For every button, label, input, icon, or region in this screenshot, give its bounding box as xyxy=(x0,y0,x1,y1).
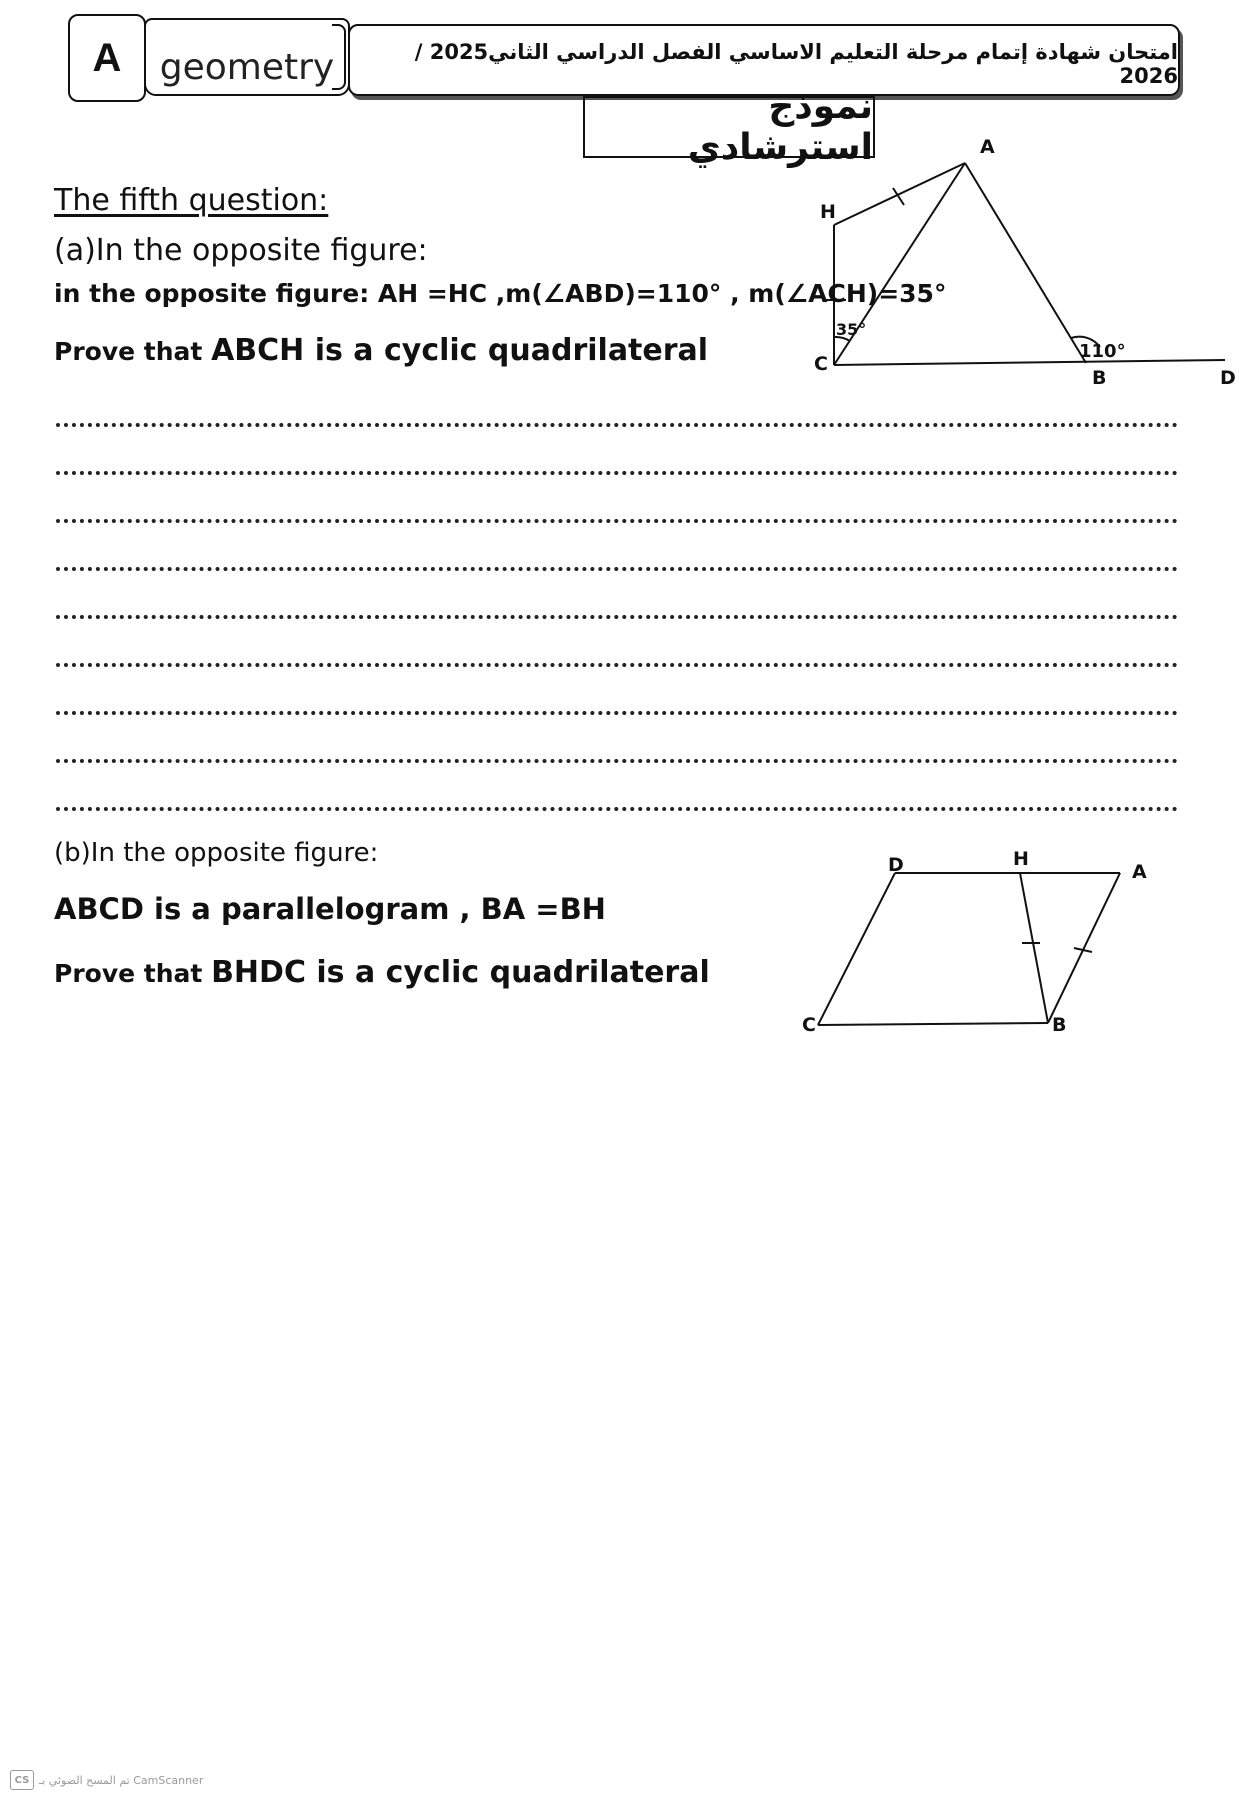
label-a: A xyxy=(980,136,995,158)
angle-c-label: 35° xyxy=(836,320,867,339)
answer-line xyxy=(56,759,1178,763)
camscanner-icon: CS xyxy=(10,1770,34,1790)
figure-b xyxy=(790,840,1170,1040)
answer-line xyxy=(56,567,1178,571)
subject-box-edge xyxy=(332,24,346,90)
label-d: D xyxy=(1220,367,1236,389)
label-h: H xyxy=(820,201,836,223)
label-a: A xyxy=(1132,861,1147,883)
label-b: B xyxy=(1092,367,1107,389)
part-a-given: in the opposite figure: AH =HC ,m(∠ABD)=110° , m(∠ACH)=35° xyxy=(54,279,947,308)
figure-a xyxy=(800,125,1246,390)
answer-line xyxy=(56,807,1178,811)
answer-line xyxy=(56,711,1178,715)
answer-line xyxy=(56,519,1178,523)
segment-ab xyxy=(1048,873,1120,1023)
part-b-prove xyxy=(54,955,710,990)
part-a-prove xyxy=(54,333,708,368)
model-label-box: نموذج استرشادي xyxy=(583,96,875,158)
part-b-heading: (b)In the opposite figure: xyxy=(54,838,379,868)
prove-statement: ABCH is a cyclic quadrilateral xyxy=(211,333,709,368)
segment-cd xyxy=(818,873,895,1025)
answer-line xyxy=(56,423,1178,427)
scanner-footer xyxy=(10,1770,203,1790)
answer-line xyxy=(56,663,1178,667)
segment-hb xyxy=(1020,873,1048,1023)
answer-line xyxy=(56,615,1178,619)
label-d: D xyxy=(888,854,904,876)
segment-cd xyxy=(834,360,1225,365)
version-box: A xyxy=(68,14,146,102)
angle-b-label: 110° xyxy=(1079,341,1126,362)
prove-statement: BHDC is a cyclic quadrilateral xyxy=(211,955,710,990)
label-h: H xyxy=(1013,848,1029,870)
footer-text: تم المسح الضوئي بـ CamScanner xyxy=(39,1773,204,1787)
prove-prefix: Prove that xyxy=(54,959,212,988)
exam-title-box: امتحان شهادة إتمام مرحلة التعليم الاساسي الفصل الدراسي الثاني2025 / 2026 xyxy=(348,24,1180,96)
segment-bc xyxy=(818,1023,1048,1025)
prove-prefix: Prove that xyxy=(54,337,212,366)
part-a-heading: (a)In the opposite figure: xyxy=(54,233,428,268)
subject-box: geometry xyxy=(144,18,350,96)
label-c: C xyxy=(814,353,828,375)
segment-ab xyxy=(965,163,1086,363)
question-title: The fifth question: xyxy=(54,183,329,218)
label-c: C xyxy=(802,1014,816,1036)
answer-line xyxy=(56,471,1178,475)
label-b: B xyxy=(1052,1014,1067,1036)
part-b-given: ABCD is a parallelogram , BA =BH xyxy=(54,892,606,926)
